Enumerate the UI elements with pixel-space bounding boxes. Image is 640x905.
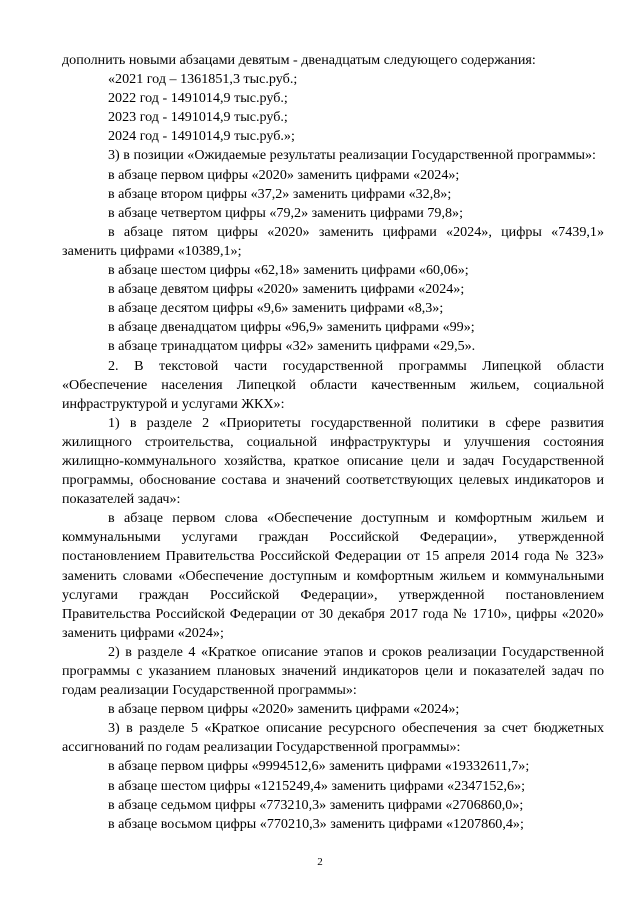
paragraph-subsection-1: 1) в разделе 2 «Приоритеты государственной политики в сфере развития жилищного строительства, социальной инфраструктуры и улучшения состояния жилищно-коммунального хозяйства, краткое описание цели и задач Государственной программы, обоснование состава и значений соответствующих целевых индикаторов и показателей задач»: — [62, 414, 604, 508]
paragraph-subsection-2-abzac-1: в абзаце первом цифры «2020» заменить цифрами «2024»; — [108, 701, 460, 718]
paragraph-year-2024: 2024 год - 1491014,9 тыс.руб.»; — [108, 128, 295, 145]
paragraph-subsection-3-abzac-8: в абзаце восьмом цифры «770210,3» заменить цифрами «1207860,4»; — [108, 815, 524, 832]
paragraph-intro: дополнить новыми абзацами девятым - двенадцатым следующего содержания: — [62, 52, 536, 68]
paragraph-abzac-first-words: в абзаце первом слова «Обеспечение доступным и комфортным жильем и коммунальными услугами граждан Российской Федерации», утвержденной постановлением Правительства Российской Федерации от 15 апреля 2014 года № 323» заменить словами «Обеспечение доступным и комфортным жильем и коммунальными услугами граждан Российской Федерации», утвержденной постановлением Правительства Российской Федерации от 30 декабря 2017 года № 1710», цифры «2020» заменить цифрами «2024»; — [62, 510, 604, 641]
paragraph-abzac-5: в абзаце пятом цифры «2020» заменить цифрами «2024», цифры «7439,1» заменить цифрами «10389,1»; — [62, 223, 604, 259]
paragraph-item-3-results: 3) в позиции «Ожидаемые результаты реализации Государственной программы»: — [108, 147, 596, 164]
paragraph-abzac-6: в абзаце шестом цифры «62,18» заменить цифрами «60,06»; — [108, 262, 469, 279]
paragraph-section-2-text: 2. В текстовой части государственной программы Липецкой области «Обеспечение населения Липецкой области качественным жильем, социальной инфраструктурой и услугами ЖКХ»: — [62, 357, 604, 412]
paragraph-subsection-3-abzac-6: в абзаце шестом цифры «1215249,4» заменить цифрами «2347152,6»; — [108, 777, 526, 794]
paragraph-subsection-3: 3) в разделе 5 «Краткое описание ресурсного обеспечения за счет бюджетных ассигнований по годам реализации Государственной программы»: — [62, 720, 604, 756]
paragraph-year-2021: «2021 год – 1361851,3 тыс.руб.; — [108, 71, 298, 88]
paragraph-abzac-9: в абзаце девятом цифры «2020» заменить цифрами «2024»; — [108, 281, 465, 298]
paragraph-abzac-4: в абзаце четвертом цифры «79,2» заменить цифрами 79,8»; — [108, 204, 463, 221]
paragraph-subsection-3-abzac-1: в абзаце первом цифры «9994512,6» заменить цифрами «19332611,7»; — [108, 758, 530, 775]
paragraph-abzac-10: в абзаце десятом цифры «9,6» заменить цифрами «8,3»; — [108, 300, 444, 317]
paragraph-year-2022: 2022 год - 1491014,9 тыс.руб.; — [108, 90, 288, 107]
paragraph-year-2023: 2023 год - 1491014,9 тыс.руб.; — [108, 109, 288, 126]
document-body — [62, 51, 604, 834]
paragraph-subsection-2: 2) в разделе 4 «Краткое описание этапов и сроков реализации Государственной программы с указанием плановых значений индикаторов цели и показателей задач по годам реализации Государственной программы»: — [62, 643, 604, 699]
page-number: 2 — [317, 856, 323, 868]
paragraph-subsection-3-abzac-7: в абзаце седьмом цифры «773210,3» заменить цифрами «2706860,0»; — [108, 796, 524, 813]
paragraph-abzac-12: в абзаце двенадцатом цифры «96,9» заменить цифрами «99»; — [108, 319, 475, 336]
paragraph-abzac-1: в абзаце первом цифры «2020» заменить цифрами «2024»; — [108, 166, 460, 183]
paragraph-abzac-2: в абзаце втором цифры «37,2» заменить цифрами «32,8»; — [108, 185, 452, 202]
paragraph-abzac-13: в абзаце тринадцатом цифры «32» заменить цифрами «29,5». — [108, 338, 476, 355]
